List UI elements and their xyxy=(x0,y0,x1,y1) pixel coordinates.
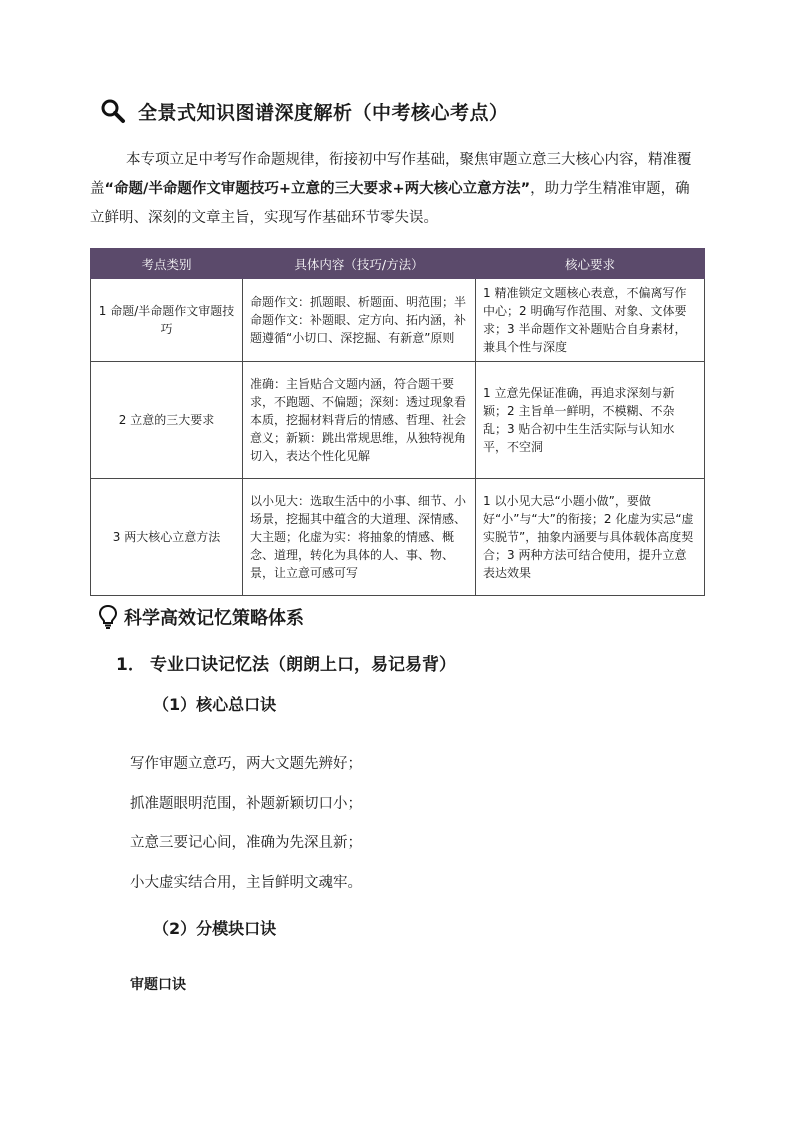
sub-heading-module-verse: （2）分模块口诀 xyxy=(153,919,277,938)
category-cell: 2 立意的三大要求 xyxy=(91,362,243,479)
intro-paragraph xyxy=(90,146,702,233)
requirement-cell: 1 立意先保证准确，再追求深刻与新颖；2 主旨单一鲜明，不模糊、不杂乱；3 贴合初中生生活实际与认知水平，不空洞 xyxy=(476,362,705,479)
subsection-number: 1． xyxy=(116,655,145,675)
sub-heading-core-verse: （1）核心总口诀 xyxy=(153,695,277,714)
content-cell: 以小见大：选取生活中的小事、细节、小场景，挖掘其中蕴含的大道理、深情感、大主题；化虚为实：将抽象的情感、概念、道理，转化为具体的人、事、物、景，让立意可感可写 xyxy=(243,479,476,596)
heading-text: 全景式知识图谱深度解析（中考核心考点） xyxy=(138,101,509,124)
intro-text-1: 本专项立足中考写作命题规律，衔接初中写作基础，聚焦审题立意三大核心内容，精准覆盖 xyxy=(90,152,692,197)
intro-text-2: ，助力学生精准审题，确立鲜明、深刻的文章主旨，实现写作基础环节零失误。 xyxy=(90,181,690,226)
column-header: 核心要求 xyxy=(476,249,705,279)
content-cell: 命题作文：抓题眼、析题面、明范围；半命题作文：补题眼、定方向、拓内涵，补题遵循“小切口、深挖掘、有新意”原则 xyxy=(243,279,476,362)
heading-text: 科学高效记忆策略体系 xyxy=(124,608,304,629)
category-cell: 3 两大核心立意方法 xyxy=(91,479,243,596)
lightbulb-icon xyxy=(98,604,118,630)
verse-line: 抓准题眼明范围，补题新颖切口小； xyxy=(130,796,362,812)
magnifier-icon xyxy=(100,98,126,124)
verse-line: 写作审题立意巧，两大文题先辨好； xyxy=(130,756,362,772)
verse-line: 立意三要记心间，准确为先深且新； xyxy=(130,835,362,851)
table-row xyxy=(91,279,705,362)
section-heading-knowledge-map xyxy=(100,96,509,126)
subsection-title: 专业口诀记忆法（朗朗上口，易记易背） xyxy=(150,655,456,675)
table-row xyxy=(91,362,705,479)
minor-heading: 审题口诀 xyxy=(130,977,186,993)
knowledge-points-table xyxy=(90,248,705,596)
category-cell: 1 命题/半命题作文审题技巧 xyxy=(91,279,243,362)
table-row xyxy=(91,479,705,596)
requirement-cell: 1 以小见大忌“小题小做”，要做好“小”与“大”的衔接；2 化虚为实忌“虚实脱节”，抽象内涵要与具体载体高度契合；3 两种方法可结合使用，提升立意表达效果 xyxy=(476,479,705,596)
column-header: 具体内容（技巧/方法） xyxy=(243,249,476,279)
verse-line: 小大虚实结合用，主旨鲜明文魂牢。 xyxy=(130,875,362,891)
intro-bold-text: “命题/半命题作文审题技巧+立意的三大要求+两大核心立意方法” xyxy=(104,181,531,197)
content-cell: 准确：主旨贴合文题内涵，符合题干要求，不跑题、不偏题；深刻：透过现象看本质，挖掘材料背后的情感、哲理、社会意义；新颖：跳出常规思维，从独特视角切入，表达个性化见解 xyxy=(243,362,476,479)
table-header-row xyxy=(91,249,705,279)
column-header: 考点类别 xyxy=(91,249,243,279)
subsection-heading xyxy=(116,650,456,675)
requirement-cell: 1 精准锁定文题核心表意，不偏离写作中心；2 明确写作范围、对象、文体要求；3 半命题作文补题贴合自身素材，兼具个性与深度 xyxy=(476,279,705,362)
section-heading-memory-strategy xyxy=(98,604,304,630)
